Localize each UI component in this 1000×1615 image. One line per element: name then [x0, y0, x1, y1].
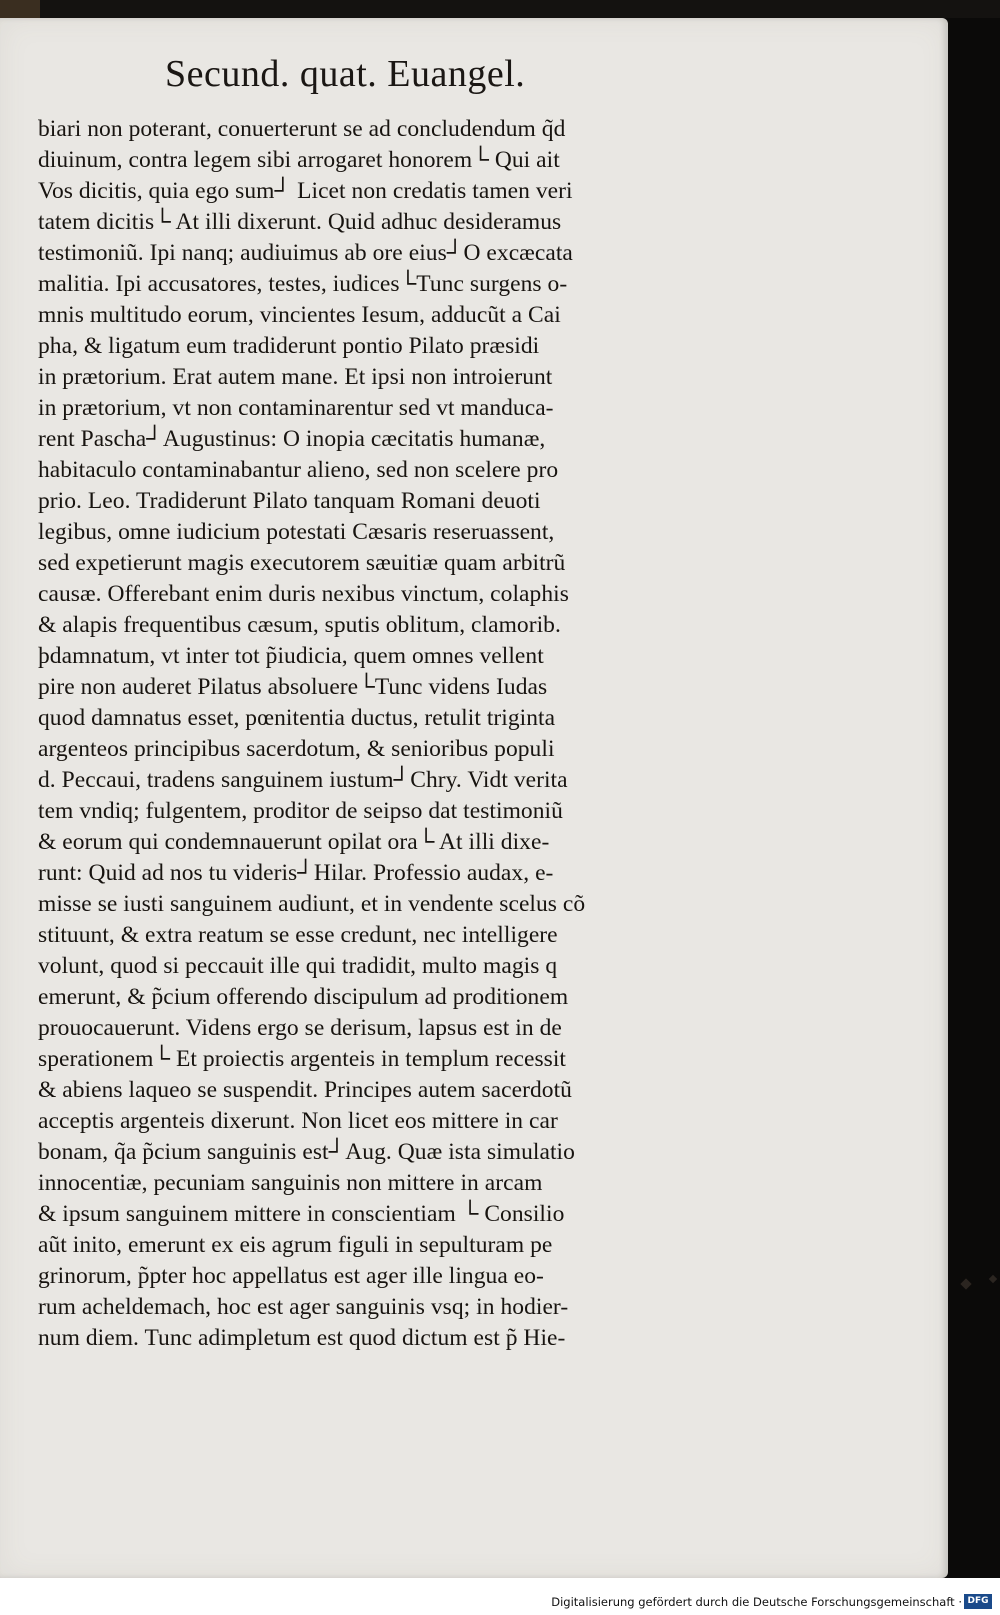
dfg-logo: DFG: [964, 1594, 992, 1609]
text-line: causæ. Offerebant enim duris nexibus vinctum, colaphis: [38, 581, 569, 607]
text-line: tem vndiq; fulgentem, proditor de seipso dat testimoniũ: [38, 798, 563, 824]
text-line: in prætorium, vt non contaminarentur sed vt manduca-: [38, 395, 554, 421]
text-line: d. Peccaui, tradens sanguinem iustum┘Chry. Vidt verita: [38, 767, 568, 793]
text-line: bonam, q̃a p̃cium sanguinis est┘Aug. Quæ ista simulatio: [38, 1139, 575, 1165]
text-line: diuinum, contra legem sibi arrogaret honorem└ Qui ait: [38, 147, 560, 173]
text-line: quod damnatus esset, pœnitentia ductus, retulit triginta: [38, 705, 556, 731]
text-line: prio. Leo. Tradiderunt Pilato tanquam Romani deuoti: [38, 488, 541, 514]
text-line: þdamnatum, vt inter tot p̃iudicia, quem omnes vellent: [38, 643, 544, 669]
scan-top-border: [0, 0, 1000, 18]
text-line: tatem dicitis└ At illi dixerunt. Quid adhuc desideramus: [38, 209, 562, 235]
text-line: pha, & ligatum eum tradiderunt pontio Pilato præsidi: [38, 333, 540, 359]
text-line: innocentiæ, pecuniam sanguinis non mittere in arcam: [38, 1170, 543, 1196]
text-line: Vos dicitis, quia ego sum┘ Licet non credatis tamen veri: [38, 178, 573, 204]
text-line: rent Pascha┘Augustinus: O inopia cæcitatis humanæ,: [38, 426, 546, 452]
text-line: & ipsum sanguinem mittere in conscientiam └ Consilio: [38, 1201, 565, 1227]
digitization-credit: Digitalisierung gefördert durch die Deutsche Forschungsgemeinschaft ·: [551, 1595, 962, 1609]
scan-page-edge: [0, 0, 40, 20]
ink-speck: [960, 1278, 971, 1289]
text-line: sperationem└ Et proiectis argenteis in templum recessit: [38, 1046, 566, 1072]
text-line: grinorum, p̃pter hoc appellatus est ager ille lingua eo-: [38, 1263, 544, 1289]
text-line: malitia. Ipi accusatores, testes, iudices└Tunc surgens o-: [38, 271, 568, 297]
text-line: sed expetierunt magis executorem sæuitiæ quam arbitrũ: [38, 550, 566, 576]
text-line: rum acheldemach, hoc est ager sanguinis vsq; in hodier-: [38, 1294, 569, 1320]
text-line: volunt, quod si peccauit ille qui tradidit, multo magis q: [38, 953, 558, 979]
text-line: & alapis frequentibus cæsum, sputis oblitum, clamorib.: [38, 612, 561, 638]
text-line: prouocauerunt. Videns ergo se derisum, lapsus est in de: [38, 1015, 562, 1041]
text-line: legibus, omne iudicium potestati Cæsaris reseruassent,: [38, 519, 555, 545]
body-text: [38, 114, 748, 1364]
text-line: stituunt, & extra reatum se esse credunt, nec intelligere: [38, 922, 558, 948]
text-line: acceptis argenteis dixerunt. Non licet eos mittere in car: [38, 1108, 558, 1134]
text-line: argenteos principibus sacerdotum, & senioribus populi: [38, 736, 555, 762]
text-line: aũt inito, emerunt ex eis agrum figuli in sepulturam pe: [38, 1232, 553, 1258]
text-line: & eorum qui condemnauerunt opilat ora└ At illi dixe-: [38, 829, 550, 855]
text-line: & abiens laqueo se suspendit. Principes autem sacerdotũ: [38, 1077, 572, 1103]
text-line: biari non poterant, conuerterunt se ad concludendum q̃d: [38, 116, 566, 142]
text-line: testimoniũ. Ipi nanq; audiuimus ab ore eius┘O excæcata: [38, 240, 573, 266]
ink-speck: [989, 1275, 997, 1283]
text-line: pire non auderet Pilatus absoluere└Tunc videns Iudas: [38, 674, 548, 700]
text-line: runt: Quid ad nos tu videris┘Hilar. Professio audax, e-: [38, 860, 554, 886]
text-line: in prætorium. Erat autem mane. Et ipsi non introierunt: [38, 364, 553, 390]
text-line: misse se iusti sanguinem audiunt, et in vendente scelus cõ: [38, 891, 586, 917]
running-header: Secund. quat. Euangel.: [165, 53, 526, 95]
text-line: emerunt, & p̃cium offerendo discipulum ad proditionem: [38, 984, 569, 1010]
text-line: mnis multitudo eorum, vincientes Iesum, adducũt a Cai: [38, 302, 561, 328]
text-line: habitaculo contaminabantur alieno, sed non scelere pro: [38, 457, 559, 483]
text-line: num diem. Tunc adimpletum est quod dictum est p̃ Hie-: [38, 1325, 566, 1351]
